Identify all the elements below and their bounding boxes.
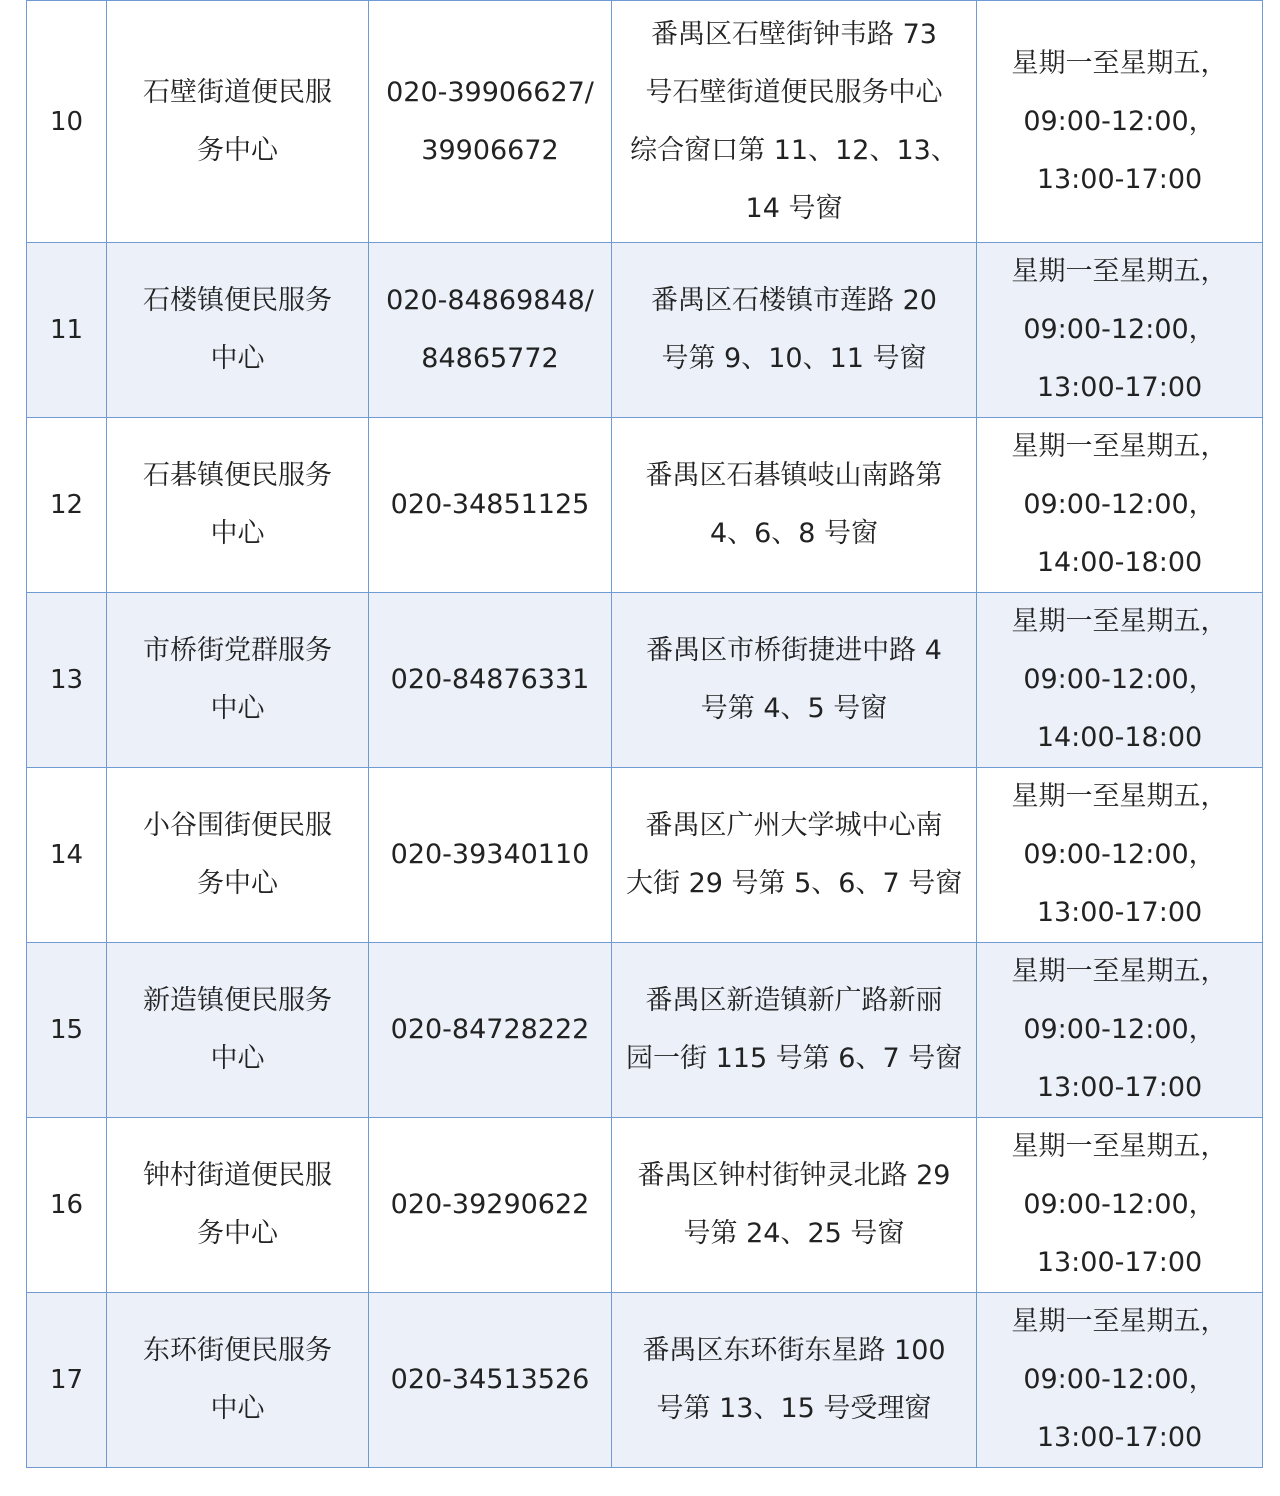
row-number: 14 — [27, 768, 107, 943]
center-name-line: 务中心 — [197, 868, 278, 899]
address — [612, 418, 977, 593]
center-name — [107, 943, 369, 1118]
office-hours — [977, 1293, 1263, 1468]
row-number: 15 — [27, 943, 107, 1118]
office-hours — [977, 243, 1263, 418]
hours-line: 13:00-17:00 — [1036, 1247, 1203, 1278]
center-name-line: 石壁街道便民服 — [143, 76, 332, 108]
center-name-line: 中心 — [210, 693, 265, 724]
table-row — [27, 1118, 1263, 1293]
center-name — [107, 418, 369, 593]
address-line: 号石壁街道便民服务中心 — [645, 76, 943, 108]
hours-line: 09:00-12:00， — [1023, 1014, 1216, 1045]
row-number: 11 — [27, 243, 107, 418]
phone-line: 84865772 — [421, 343, 559, 374]
hours-line: 星期一至星期五， — [1011, 606, 1228, 637]
phone-number — [369, 1293, 612, 1468]
center-name-line: 市桥街党群服务 — [143, 635, 332, 666]
center-name-line: 新造镇便民服务 — [143, 985, 332, 1016]
address-line: 号第 24、25 号窗 — [683, 1218, 905, 1249]
hours-line: 星期一至星期五， — [1011, 1306, 1228, 1337]
office-hours — [977, 593, 1263, 768]
row-number: 10 — [27, 1, 107, 243]
center-name-line: 中心 — [210, 1393, 265, 1424]
table-row — [27, 1293, 1263, 1468]
table-row — [27, 593, 1263, 768]
phone-line: 020-84728222 — [390, 1014, 590, 1045]
row-number: 12 — [27, 418, 107, 593]
center-name — [107, 243, 369, 418]
table-body — [27, 1, 1263, 1468]
office-hours — [977, 943, 1263, 1118]
center-name-line: 中心 — [210, 343, 265, 374]
row-number: 16 — [27, 1118, 107, 1293]
address-line: 番禺区石壁街钟韦路 73 — [651, 18, 937, 50]
phone-line: 020-34513526 — [390, 1364, 590, 1395]
phone-number — [369, 768, 612, 943]
service-center-table — [26, 0, 1263, 1468]
phone-number — [369, 1, 612, 243]
center-name — [107, 1, 369, 243]
address-line: 番禺区石碁镇岐山南路第 — [645, 460, 943, 491]
phone-line: 39906672 — [421, 134, 559, 166]
hours-line: 星期一至星期五， — [1011, 256, 1228, 287]
address-line: 番禺区东环街东星路 100 — [642, 1335, 946, 1366]
address-line: 号第 9、10、11 号窗 — [661, 343, 927, 374]
phone-number — [369, 243, 612, 418]
office-hours — [977, 768, 1263, 943]
hours-line: 09:00-12:00， — [1023, 1364, 1216, 1395]
office-hours — [977, 1, 1263, 243]
center-name-line: 石楼镇便民服务 — [143, 285, 332, 316]
center-name-line: 务中心 — [197, 1218, 278, 1249]
phone-line: 020-39340110 — [390, 839, 590, 870]
phone-line: 020-39906627/ — [386, 76, 594, 108]
table-row — [27, 243, 1263, 418]
hours-line: 13:00-17:00 — [1036, 372, 1203, 403]
table-row — [27, 418, 1263, 593]
row-number: 17 — [27, 1293, 107, 1468]
phone-line: 020-84876331 — [390, 664, 590, 695]
address-line: 号第 4、5 号窗 — [700, 693, 888, 724]
address — [612, 243, 977, 418]
hours-line: 09:00-12:00， — [1023, 314, 1216, 345]
address-line: 号第 13、15 号受理窗 — [656, 1393, 932, 1424]
address-line: 番禺区钟村街钟灵北路 29 — [637, 1160, 951, 1191]
center-name-line: 东环街便民服务 — [143, 1335, 332, 1366]
office-hours — [977, 1118, 1263, 1293]
address — [612, 593, 977, 768]
hours-line: 13:00-17:00 — [1036, 897, 1203, 928]
hours-line: 星期一至星期五， — [1011, 956, 1228, 987]
phone-line: 020-39290622 — [390, 1189, 590, 1220]
service-center-table-container — [26, 0, 1262, 1468]
hours-line: 14:00-18:00 — [1036, 722, 1203, 753]
center-name-line: 中心 — [210, 518, 265, 549]
center-name — [107, 593, 369, 768]
address — [612, 1, 977, 243]
hours-line: 14:00-18:00 — [1036, 547, 1203, 578]
hours-line: 13:00-17:00 — [1036, 1072, 1203, 1103]
center-name-line: 小谷围街便民服 — [143, 810, 332, 841]
address-line: 番禺区新造镇新广路新丽 — [645, 985, 943, 1016]
address-line: 4、6、8 号窗 — [709, 518, 879, 549]
office-hours — [977, 418, 1263, 593]
phone-line: 020-34851125 — [390, 489, 590, 520]
hours-line: 星期一至星期五， — [1011, 47, 1228, 79]
hours-line: 09:00-12:00， — [1023, 664, 1216, 695]
address — [612, 768, 977, 943]
phone-number — [369, 1118, 612, 1293]
table-row — [27, 1, 1263, 243]
address-line: 番禺区石楼镇市莲路 20 — [651, 285, 937, 316]
address-line: 大街 29 号第 5、6、7 号窗 — [626, 868, 963, 899]
hours-line: 09:00-12:00， — [1023, 839, 1216, 870]
hours-line: 星期一至星期五， — [1011, 781, 1228, 812]
center-name — [107, 1118, 369, 1293]
hours-line: 星期一至星期五， — [1011, 1131, 1228, 1162]
hours-line: 13:00-17:00 — [1036, 163, 1203, 195]
address-line: 园一街 115 号第 6、7 号窗 — [626, 1043, 963, 1074]
phone-number — [369, 943, 612, 1118]
hours-line: 09:00-12:00， — [1023, 1189, 1216, 1220]
phone-number — [369, 593, 612, 768]
center-name-line: 石碁镇便民服务 — [143, 460, 332, 491]
center-name — [107, 1293, 369, 1468]
hours-line: 09:00-12:00， — [1023, 105, 1216, 137]
phone-line: 020-84869848/ — [386, 285, 594, 316]
center-name — [107, 768, 369, 943]
address — [612, 1293, 977, 1468]
address — [612, 1118, 977, 1293]
table-row — [27, 768, 1263, 943]
center-name-line: 务中心 — [197, 134, 278, 166]
address-line: 番禺区广州大学城中心南 — [645, 810, 943, 841]
phone-number — [369, 418, 612, 593]
address-line: 番禺区市桥街捷进中路 4 — [646, 635, 942, 666]
table-row — [27, 943, 1263, 1118]
address-line: 综合窗口第 11、12、13、 — [630, 134, 958, 166]
address — [612, 943, 977, 1118]
row-number: 13 — [27, 593, 107, 768]
address-line: 14 号窗 — [745, 192, 843, 224]
center-name-line: 钟村街道便民服 — [143, 1160, 332, 1191]
center-name-line: 中心 — [210, 1043, 265, 1074]
hours-line: 09:00-12:00， — [1023, 489, 1216, 520]
hours-line: 13:00-17:00 — [1036, 1422, 1203, 1453]
hours-line: 星期一至星期五， — [1011, 431, 1228, 462]
